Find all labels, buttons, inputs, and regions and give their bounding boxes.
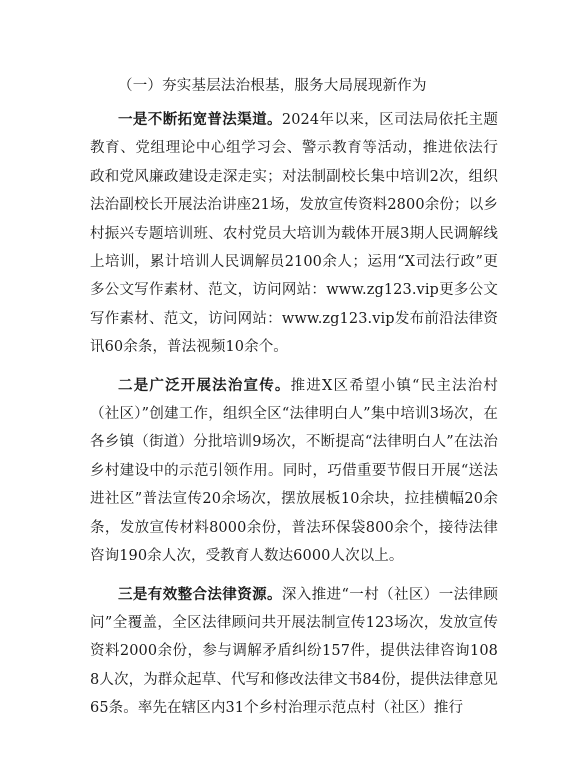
paragraph-3-body: 深入推进“一村（社区）一法律顾问”全覆盖，全区法律顾问共开展法制宣传123场次，发放宣传资料2000余份，参与调解矛盾纠纷157件，提供法律咨询1088人次，为群众起草、代写和修改法律文书84份，提供法律意见65条。率先在辖区内31个乡村治理示范点村（社区）推行 — [90, 586, 498, 717]
paragraph-3-lead: 三是有效整合法律资源。 — [118, 585, 282, 603]
paragraph-1 — [90, 106, 498, 362]
paragraph-2-body: 推进X区希望小镇“民主法治村（社区）”创建工作，组织全区“法律明白人”集中培训3场次，在各乡镇（街道）分批培训9场次，不断提高“法律明白人”在法治乡村建设中的示范引领作用。同时，巧借重要节假日开展“送法进社区”普法宣传20余场次，摆放展板10余块，拉挂横幅20余条，发放宣传材料8000余份，普法环保袋800余个，接待法律咨询190余人次，受教育人数达6000人次以上。 — [90, 377, 498, 565]
document-page — [90, 72, 498, 733]
section-heading: （一）夯实基层法治根基，服务大局展现新作为 — [118, 78, 427, 94]
paragraph-2 — [90, 372, 498, 571]
paragraph-3 — [90, 581, 498, 723]
paragraph-2-lead: 二是广泛开展法治宣传。 — [118, 376, 291, 394]
paragraph-1-lead: 一是不断拓宽普法渠道。 — [118, 111, 282, 128]
paragraph-1-body: 2024年以来，区司法局依托主题教育、党组理论中心组学习会、警示教育等活动，推进依法行政和党风廉政建设走深走实；对法制副校长集中培训2次，组织法治副校长开展法治讲座21场，发放宣传资料2800余份；以乡村振兴专题培训班、农村党员大培训为载体开展3期人民调解线上培训，累计培训人民调解员2100余人；运用“X司法行政”更多公文写作素材、范文，访问网站：www.zg123.vip更多公文写作素材、范文，访问网站：www.zg123.vip发布前沿法律资讯60余条，普法视频10余个。 — [90, 112, 498, 356]
